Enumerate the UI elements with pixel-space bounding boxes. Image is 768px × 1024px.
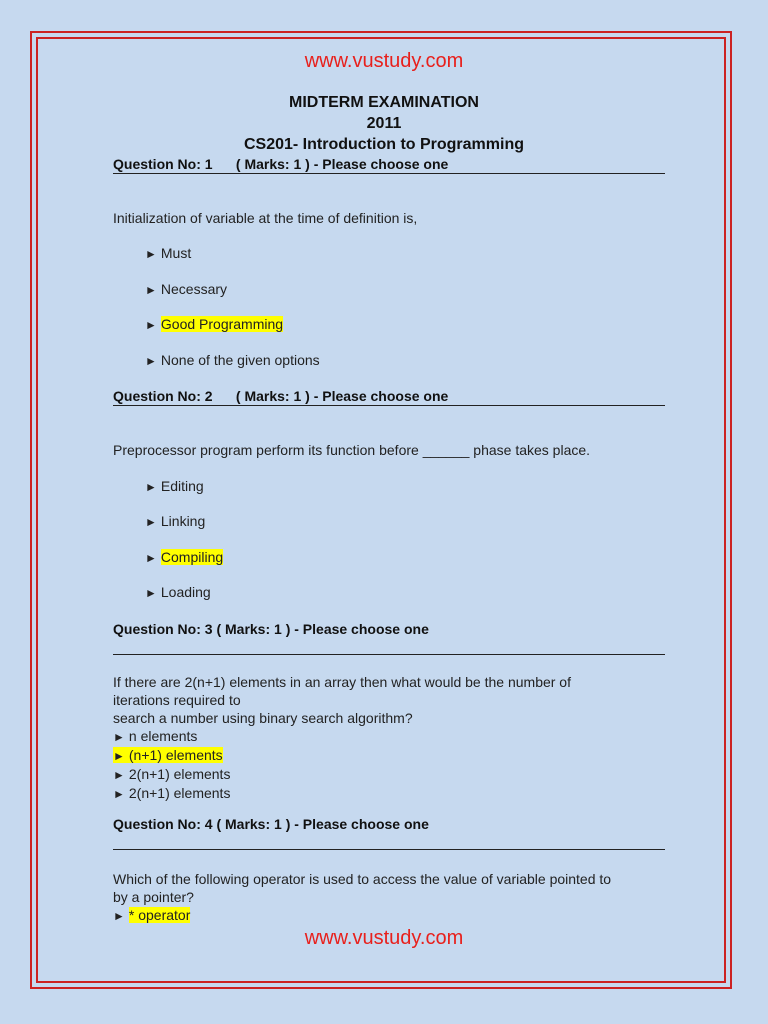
- course-title: CS201- Introduction to Programming: [243, 136, 524, 153]
- exam-year: 2011: [366, 115, 402, 132]
- option-label: Editing: [160, 478, 204, 494]
- question-4-text: [113, 870, 611, 925]
- question-2-option-4[interactable]: [145, 584, 211, 600]
- question-2-option-3[interactable]: [145, 549, 223, 565]
- question-4-option-1[interactable]: [113, 906, 611, 925]
- question-3-text-line-3: search a number using binary search algorithm?: [113, 710, 413, 726]
- question-3-text-line-1: If there are 2(n+1) elements in an array then what would be the number of: [113, 674, 571, 690]
- option-label-answer: * operator: [128, 907, 191, 923]
- option-label-answer: Good Programming: [160, 316, 284, 332]
- arrow-icon: ►: [145, 515, 157, 529]
- question-4-text-line-1: Which of the following operator is used to access the value of variable pointed to: [113, 871, 612, 887]
- option-label-answer: (n+1) elements: [128, 747, 223, 763]
- arrow-icon: ►: [145, 354, 157, 368]
- arrow-icon: ►: [145, 586, 157, 600]
- option-label: Loading: [160, 584, 211, 600]
- exam-title: MIDTERM EXAMINATION: [289, 94, 479, 111]
- question-2-text: Preprocessor program perform its function before ______ phase takes place.: [113, 442, 591, 458]
- option-label: Linking: [160, 513, 206, 529]
- option-label: None of the given options: [160, 352, 320, 368]
- question-4-text-line-2: by a pointer?: [113, 889, 194, 905]
- option-label: Must: [160, 245, 192, 261]
- arrow-icon: ►: [113, 730, 125, 744]
- question-1-heading: Question No: 1 ( Marks: 1 ) - Please choose one: [113, 156, 665, 174]
- question-3-option-3[interactable]: [113, 765, 571, 784]
- site-link-top[interactable]: www.vustudy.com: [304, 50, 464, 72]
- arrow-icon: ►: [113, 909, 125, 923]
- arrow-icon: ►: [113, 749, 125, 763]
- question-3-text: [113, 673, 571, 803]
- question-4-heading: Question No: 4 ( Marks: 1 ) - Please choose one: [113, 816, 665, 850]
- option-label: n elements: [128, 728, 198, 744]
- option-answer-highlight: [113, 747, 223, 763]
- question-3-option-2[interactable]: [113, 746, 571, 765]
- question-2-option-1[interactable]: [145, 478, 204, 494]
- arrow-icon: ►: [145, 551, 157, 565]
- option-label: Necessary: [160, 281, 228, 297]
- question-1-option-1[interactable]: [145, 245, 191, 261]
- question-2-option-2[interactable]: [145, 513, 205, 529]
- question-1-text: Initialization of variable at the time of definition is,: [113, 210, 418, 226]
- question-1-option-2[interactable]: [145, 281, 227, 297]
- option-label: 2(n+1) elements: [128, 766, 231, 782]
- question-1-option-4[interactable]: [145, 352, 320, 368]
- site-link-bottom[interactable]: www.vustudy.com: [304, 927, 464, 949]
- question-1-option-3[interactable]: [145, 316, 283, 332]
- question-3-heading: Question No: 3 ( Marks: 1 ) - Please choose one: [113, 621, 665, 655]
- arrow-icon: ►: [145, 283, 157, 297]
- question-3-text-line-2: iterations required to: [113, 692, 241, 708]
- arrow-icon: ►: [145, 318, 157, 332]
- arrow-icon: ►: [145, 247, 157, 261]
- option-label-answer: Compiling: [160, 549, 224, 565]
- question-3-option-4[interactable]: [113, 784, 571, 803]
- arrow-icon: ►: [145, 480, 157, 494]
- arrow-icon: ►: [113, 768, 125, 782]
- question-3-option-1[interactable]: [113, 727, 571, 746]
- option-label: 2(n+1) elements: [128, 785, 231, 801]
- question-2-heading: Question No: 2 ( Marks: 1 ) - Please choose one: [113, 388, 665, 406]
- arrow-icon: ►: [113, 787, 125, 801]
